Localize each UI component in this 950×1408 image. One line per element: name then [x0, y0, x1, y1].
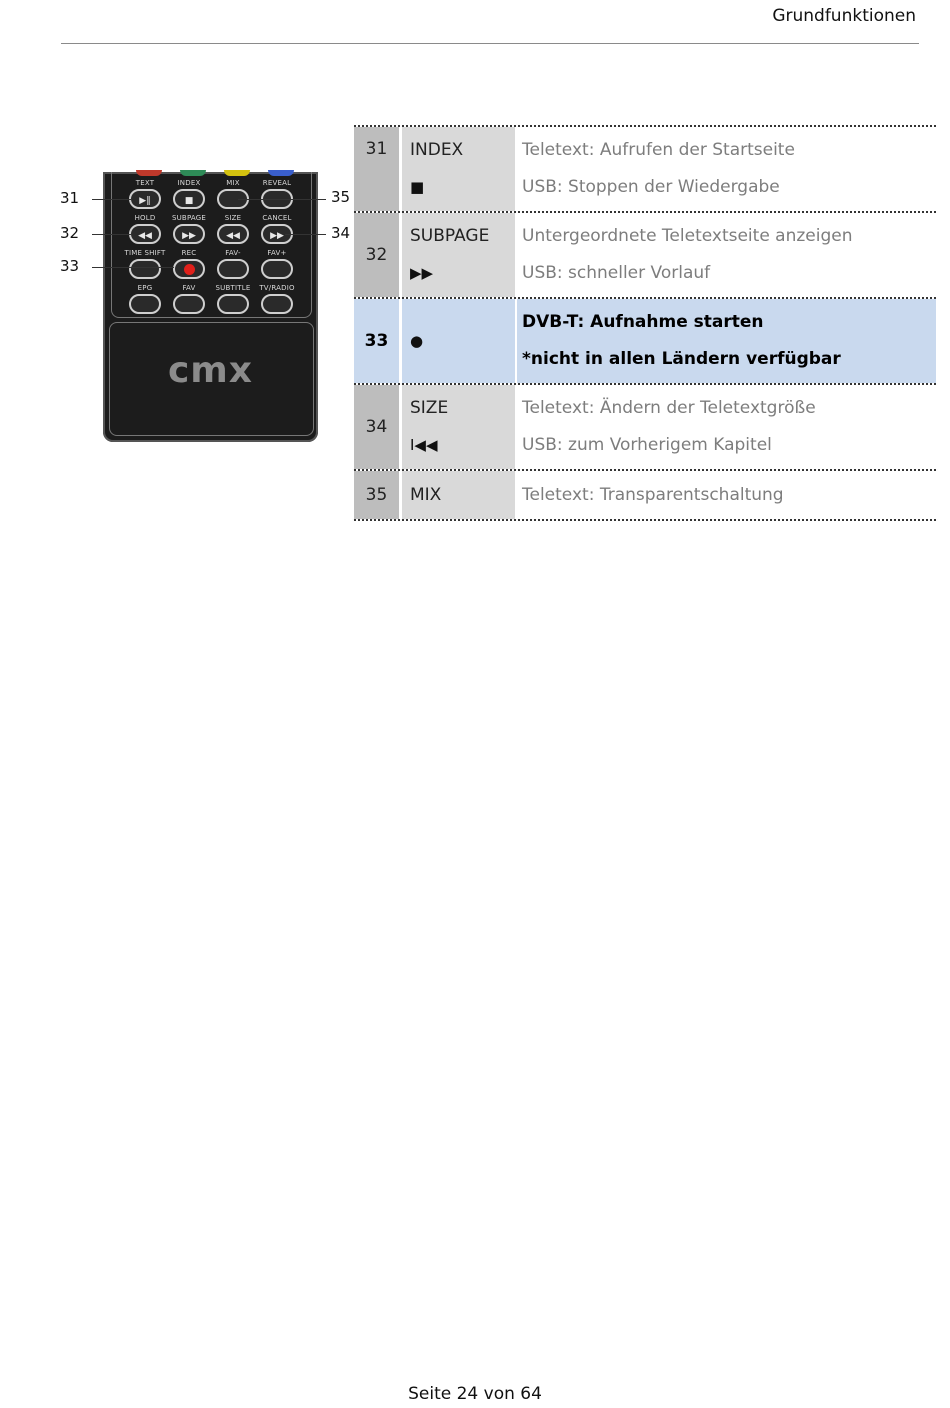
- callout-33: 33: [60, 257, 80, 275]
- table-row: [354, 213, 936, 299]
- remote-tvradio-button: [261, 294, 293, 314]
- description-cell: [517, 127, 936, 211]
- record-icon: [184, 264, 195, 275]
- header-divider: [61, 43, 919, 44]
- callout-line-32: [92, 234, 132, 235]
- description-line: DVB-T: Aufnahme starten: [522, 312, 764, 332]
- remote-label-epg: EPG: [137, 284, 153, 292]
- remote-hold-button: ◀◀: [129, 224, 161, 244]
- description-cell: [517, 213, 936, 297]
- callout-line-34: [285, 234, 326, 235]
- description-line: USB: Stoppen der Wiedergabe: [522, 177, 780, 197]
- description-line: USB: schneller Vorlauf: [522, 263, 711, 283]
- remote-cancel-button: ▶▶: [261, 224, 293, 244]
- row-number: 32: [354, 213, 402, 297]
- remote-fav-button: [173, 294, 205, 314]
- key-cell: [402, 127, 517, 211]
- page-header-title: Grundfunktionen: [772, 6, 916, 26]
- remote-label-rec: REC: [181, 249, 197, 257]
- key-function-table: [354, 125, 936, 521]
- yellow-key: [224, 170, 250, 176]
- remote-label-reveal: REVEAL: [262, 179, 292, 187]
- callout-35: 35: [331, 188, 351, 206]
- callout-34: 34: [331, 224, 351, 242]
- key-cell: [402, 471, 517, 519]
- remote-label-size: SIZE: [224, 214, 242, 222]
- red-key: [136, 170, 162, 176]
- callout-line-35: [238, 199, 326, 200]
- remote-size-button: ◀◀: [217, 224, 249, 244]
- remote-label-hold: HOLD: [134, 214, 156, 222]
- brand-logo: cmx: [167, 350, 254, 391]
- description-line: Untergeordnete Teletextseite anzeigen: [522, 226, 853, 246]
- row-number: 33: [354, 299, 402, 383]
- remote-control-image: [103, 172, 318, 442]
- callout-line-33: [92, 267, 174, 268]
- record-dot-icon: ●: [410, 331, 424, 350]
- remote-label-subpage: SUBPAGE: [171, 214, 207, 222]
- description-cell: [517, 385, 936, 469]
- remote-fav-minus-button: [217, 259, 249, 279]
- description-line: Teletext: Ändern der Teletextgröße: [522, 398, 816, 418]
- blue-key: [268, 170, 294, 176]
- table-row: [354, 471, 936, 521]
- key-name: INDEX: [410, 140, 464, 160]
- remote-button-panel: [111, 172, 312, 318]
- key-name: SUBPAGE: [410, 226, 490, 246]
- remote-label-tvradio: TV/RADIO: [259, 284, 295, 292]
- table-row: [354, 385, 936, 471]
- callout-32: 32: [60, 224, 80, 242]
- remote-text-button: ▶‖: [129, 189, 161, 209]
- remote-subtitle-button: [217, 294, 249, 314]
- remote-fav-plus-button: [261, 259, 293, 279]
- description-line: Teletext: Transparentschaltung: [522, 484, 784, 505]
- remote-label-timeshift: TIME SHIFT: [124, 249, 166, 257]
- description-line: USB: zum Vorherigem Kapitel: [522, 435, 772, 455]
- stop-icon: ■: [410, 178, 425, 196]
- remote-timeshift-button: [129, 259, 161, 279]
- remote-label-fav-plus: FAV+: [267, 249, 287, 257]
- description-cell: [517, 471, 936, 519]
- remote-rec-button: [173, 259, 205, 279]
- description-cell: [517, 299, 936, 383]
- remote-label-fav-minus: FAV-: [225, 249, 241, 257]
- table-row-highlighted: [354, 299, 936, 385]
- description-line: *nicht in allen Ländern verfügbar: [522, 349, 841, 369]
- row-number: 31: [354, 127, 402, 211]
- page-footer: Seite 24 von 64: [408, 1384, 542, 1404]
- remote-label-index: INDEX: [177, 179, 201, 187]
- remote-subpage-button: ▶▶: [173, 224, 205, 244]
- row-number: 34: [354, 385, 402, 469]
- callout-31: 31: [60, 189, 80, 207]
- remote-epg-button: [129, 294, 161, 314]
- description-line: Teletext: Aufrufen der Startseite: [522, 140, 795, 160]
- remote-label-mix: MIX: [226, 179, 240, 187]
- previous-chapter-icon: I◀◀: [410, 436, 438, 454]
- remote-label-text: TEXT: [135, 179, 155, 187]
- remote-label-fav: FAV: [182, 284, 196, 292]
- key-cell: [402, 385, 517, 469]
- green-key: [180, 170, 206, 176]
- key-name: MIX: [410, 484, 442, 505]
- key-cell: [402, 299, 517, 383]
- callout-line-31: [92, 199, 132, 200]
- remote-label-subtitle: SUBTITLE: [215, 284, 251, 292]
- key-cell: [402, 213, 517, 297]
- row-number: 35: [354, 471, 402, 519]
- key-name: SIZE: [410, 398, 449, 418]
- remote-label-cancel: CANCEL: [262, 214, 292, 222]
- table-row: [354, 127, 936, 213]
- remote-index-button: ■: [173, 189, 205, 209]
- fast-forward-icon: ▶▶: [410, 264, 434, 282]
